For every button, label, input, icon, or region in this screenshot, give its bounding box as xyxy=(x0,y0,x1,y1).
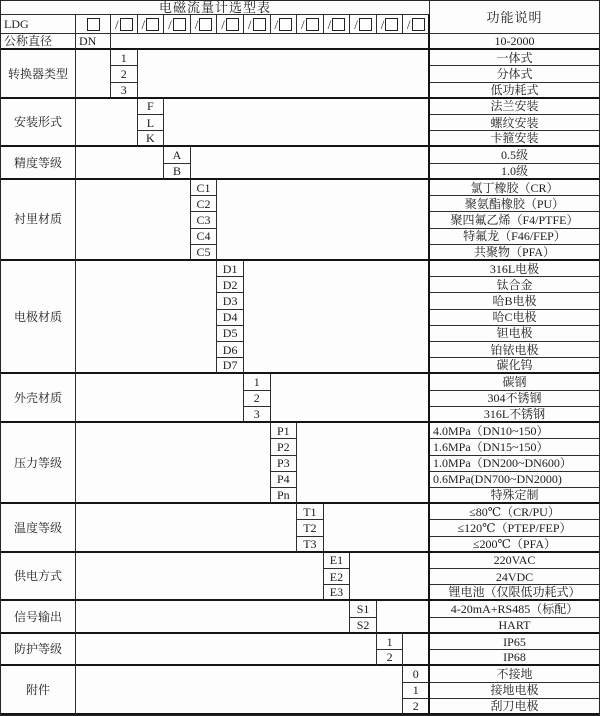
blank-box-icon xyxy=(359,18,372,31)
option-code-cell: L xyxy=(138,115,165,131)
category-right-spacer xyxy=(324,504,430,553)
category-right-spacer xyxy=(244,261,430,375)
option-desc-cell: 0.5级 xyxy=(430,147,599,163)
option-code-cell: P3 xyxy=(271,456,298,472)
option-code-cell: D3 xyxy=(217,293,244,309)
option-code-cell: S2 xyxy=(350,618,377,634)
category-label: 外壳材质 xyxy=(1,374,76,423)
option-code-cell: P4 xyxy=(271,472,298,488)
category-right-spacer xyxy=(350,553,430,602)
option-code-cell: Pn xyxy=(271,488,298,504)
option-desc-cell: 共聚物（PFA） xyxy=(430,245,599,261)
option-desc-cell: 4-20mA+RS485（标配） xyxy=(430,601,599,617)
category-left-spacer xyxy=(76,423,271,504)
option-desc-cell: 钛合金 xyxy=(430,277,599,293)
category-label: 附件 xyxy=(1,666,76,715)
option-code-cell: 1 xyxy=(377,634,404,650)
category-right-spacer xyxy=(217,180,430,261)
option-desc-cell: ≤80℃（CR/PU） xyxy=(430,504,599,520)
model-slot xyxy=(164,15,191,34)
model-prefix: LDG xyxy=(1,15,76,34)
diameter-spacer xyxy=(111,34,430,50)
option-desc-cell: 螺纹安装 xyxy=(430,115,599,131)
option-code-cell: P1 xyxy=(271,423,298,439)
option-code-cell: 1 xyxy=(403,683,430,699)
category-label: 压力等级 xyxy=(1,423,76,504)
option-code-cell: D5 xyxy=(217,326,244,342)
blank-box-icon xyxy=(87,18,100,31)
category-label: 衬里材质 xyxy=(1,180,76,261)
option-desc-cell: 24VDC xyxy=(430,569,599,585)
option-desc-cell: 低功耗式 xyxy=(430,83,599,99)
category-left-spacer xyxy=(76,504,297,553)
model-slot xyxy=(350,15,377,34)
option-desc-cell: IP65 xyxy=(430,634,599,650)
category-left-spacer xyxy=(76,99,138,148)
category-left-spacer xyxy=(76,261,217,375)
blank-box-icon xyxy=(306,18,319,31)
option-desc-cell: 聚四氟乙烯（F4/PTFE） xyxy=(430,212,599,228)
option-desc-cell: 哈B电极 xyxy=(430,293,599,309)
option-code-cell: D6 xyxy=(217,342,244,358)
blank-box-icon xyxy=(385,18,398,31)
blank-box-icon xyxy=(412,18,425,31)
blank-box-icon xyxy=(199,18,212,31)
option-code-cell: E1 xyxy=(324,553,351,569)
option-desc-cell: 聚氨酯橡胶（PU） xyxy=(430,196,599,212)
option-desc-cell: 1.6MPa（DN15~150） xyxy=(430,439,599,455)
option-code-cell: D4 xyxy=(217,310,244,326)
category-left-spacer xyxy=(76,180,191,261)
option-desc-cell: 不接地 xyxy=(430,666,599,682)
category-left-spacer xyxy=(76,374,244,423)
model-slot xyxy=(217,15,244,34)
option-desc-cell: 4.0MPa（DN10~150） xyxy=(430,423,599,439)
option-desc-cell: 钽电极 xyxy=(430,326,599,342)
option-code-cell: 0 xyxy=(403,666,430,682)
option-code-cell: T2 xyxy=(297,520,324,536)
option-desc-cell: 铂铱电极 xyxy=(430,342,599,358)
category-right-spacer xyxy=(191,147,430,179)
function-column-header: 功能说明 xyxy=(430,1,599,34)
option-code-cell: F xyxy=(138,99,165,115)
option-desc-cell: HART xyxy=(430,618,599,634)
category-left-spacer xyxy=(76,601,350,633)
option-code-cell: D1 xyxy=(217,261,244,277)
diameter-desc: 10-2000 xyxy=(430,34,599,50)
option-code-cell: 2 xyxy=(111,66,138,82)
category-left-spacer xyxy=(76,50,111,99)
option-code-cell: 2 xyxy=(377,650,404,666)
category-label: 精度等级 xyxy=(1,147,76,179)
model-slot xyxy=(324,15,351,34)
option-code-cell: C4 xyxy=(191,229,218,245)
option-desc-cell: 碳化钨 xyxy=(430,358,599,374)
option-desc-cell: 一体式 xyxy=(430,50,599,66)
option-desc-cell: 锂电池（仅限低功耗式） xyxy=(430,585,599,601)
slot-slash: / xyxy=(141,16,146,32)
category-label: 电极材质 xyxy=(1,261,76,375)
category-right-spacer xyxy=(271,374,431,423)
model-slot xyxy=(191,15,218,34)
option-code-cell: 2 xyxy=(244,391,271,407)
option-code-cell: 2 xyxy=(403,699,430,715)
option-code-cell: E2 xyxy=(324,569,351,585)
option-code-cell: A xyxy=(164,147,191,163)
option-desc-cell: 0.6MPa(DN700~DN2000) xyxy=(430,472,599,488)
blank-box-icon xyxy=(332,18,345,31)
option-code-cell: E3 xyxy=(324,585,351,601)
option-code-cell: 1 xyxy=(244,374,271,390)
option-desc-cell: 316L电极 xyxy=(430,261,599,277)
option-code-cell: 3 xyxy=(244,407,271,423)
option-desc-cell: 特氟龙（F46/FEP） xyxy=(430,229,599,245)
option-desc-cell: 刮刀电极 xyxy=(430,699,599,715)
category-right-spacer xyxy=(297,423,430,504)
model-slot xyxy=(111,15,138,34)
diameter-label: 公称直径 xyxy=(1,34,76,50)
blank-box-icon xyxy=(279,18,292,31)
category-label: 供电方式 xyxy=(1,553,76,602)
category-label: 安装形式 xyxy=(1,99,76,148)
slot-slash: / xyxy=(327,16,332,32)
category-label: 信号输出 xyxy=(1,601,76,633)
option-code-cell: C3 xyxy=(191,212,218,228)
option-code-cell: C5 xyxy=(191,245,218,261)
category-right-spacer xyxy=(164,99,430,148)
option-desc-cell: 卡箍安装 xyxy=(430,131,599,147)
category-right-spacer xyxy=(377,601,430,633)
slot-slash: / xyxy=(380,16,385,32)
option-desc-cell: 法兰安装 xyxy=(430,99,599,115)
blank-box-icon xyxy=(146,18,159,31)
option-code-cell: S1 xyxy=(350,601,377,617)
slot-slash: / xyxy=(114,16,119,32)
category-left-spacer xyxy=(76,147,164,179)
option-desc-cell: 1.0MPa（DN200~DN600） xyxy=(430,456,599,472)
option-code-cell: C2 xyxy=(191,196,218,212)
option-desc-cell: 接地电极 xyxy=(430,683,599,699)
option-code-cell: D7 xyxy=(217,358,244,374)
model-first-slot xyxy=(76,15,111,34)
option-desc-cell: ≤120℃（PTEP/FEP） xyxy=(430,520,599,536)
model-slot xyxy=(138,15,165,34)
slot-slash: / xyxy=(194,16,199,32)
category-label: 防护等级 xyxy=(1,634,76,666)
model-slot xyxy=(244,15,271,34)
slot-slash: / xyxy=(354,16,358,32)
option-desc-cell: IP68 xyxy=(430,650,599,666)
slot-slash: / xyxy=(406,16,411,32)
option-code-cell: T3 xyxy=(297,537,324,553)
option-desc-cell: ≤200℃（PFA） xyxy=(430,537,599,553)
category-label: 温度等级 xyxy=(1,504,76,553)
slot-slash: / xyxy=(301,16,305,32)
blank-box-icon xyxy=(173,18,186,31)
diameter-code: DN xyxy=(76,34,111,50)
option-desc-cell: 特殊定制 xyxy=(430,488,599,504)
slot-slash: / xyxy=(221,16,225,32)
category-left-spacer xyxy=(76,553,324,602)
table-title: 电磁流量计选型表 xyxy=(1,1,430,15)
option-code-cell: K xyxy=(138,131,165,147)
option-desc-cell: 316L不锈钢 xyxy=(430,407,599,423)
option-code-cell: P2 xyxy=(271,439,298,455)
option-desc-cell: 304不锈钢 xyxy=(430,391,599,407)
slot-slash: / xyxy=(274,16,279,32)
option-code-cell: C1 xyxy=(191,180,218,196)
category-left-spacer xyxy=(76,666,403,715)
option-desc-cell: 碳钢 xyxy=(430,374,599,390)
slot-slash: / xyxy=(168,16,172,32)
option-code-cell: 1 xyxy=(111,50,138,66)
option-code-cell: 3 xyxy=(111,83,138,99)
category-right-spacer xyxy=(138,50,430,99)
category-label: 转换器类型 xyxy=(1,50,76,99)
category-right-spacer xyxy=(403,634,430,666)
option-desc-cell: 1.0级 xyxy=(430,164,599,180)
slot-slash: / xyxy=(247,16,252,32)
option-code-cell: D2 xyxy=(217,277,244,293)
model-slot xyxy=(271,15,298,34)
blank-box-icon xyxy=(226,18,239,31)
option-desc-cell: 哈C电极 xyxy=(430,310,599,326)
option-desc-cell: 220VAC xyxy=(430,553,599,569)
option-desc-cell: 氯丁橡胶（CR） xyxy=(430,180,599,196)
option-code-cell: B xyxy=(164,164,191,180)
blank-box-icon xyxy=(120,18,133,31)
model-slot xyxy=(297,15,324,34)
option-code-cell: T1 xyxy=(297,504,324,520)
model-slot xyxy=(377,15,404,34)
category-left-spacer xyxy=(76,634,377,666)
blank-box-icon xyxy=(253,18,266,31)
model-slot xyxy=(403,15,430,34)
option-desc-cell: 分体式 xyxy=(430,66,599,82)
